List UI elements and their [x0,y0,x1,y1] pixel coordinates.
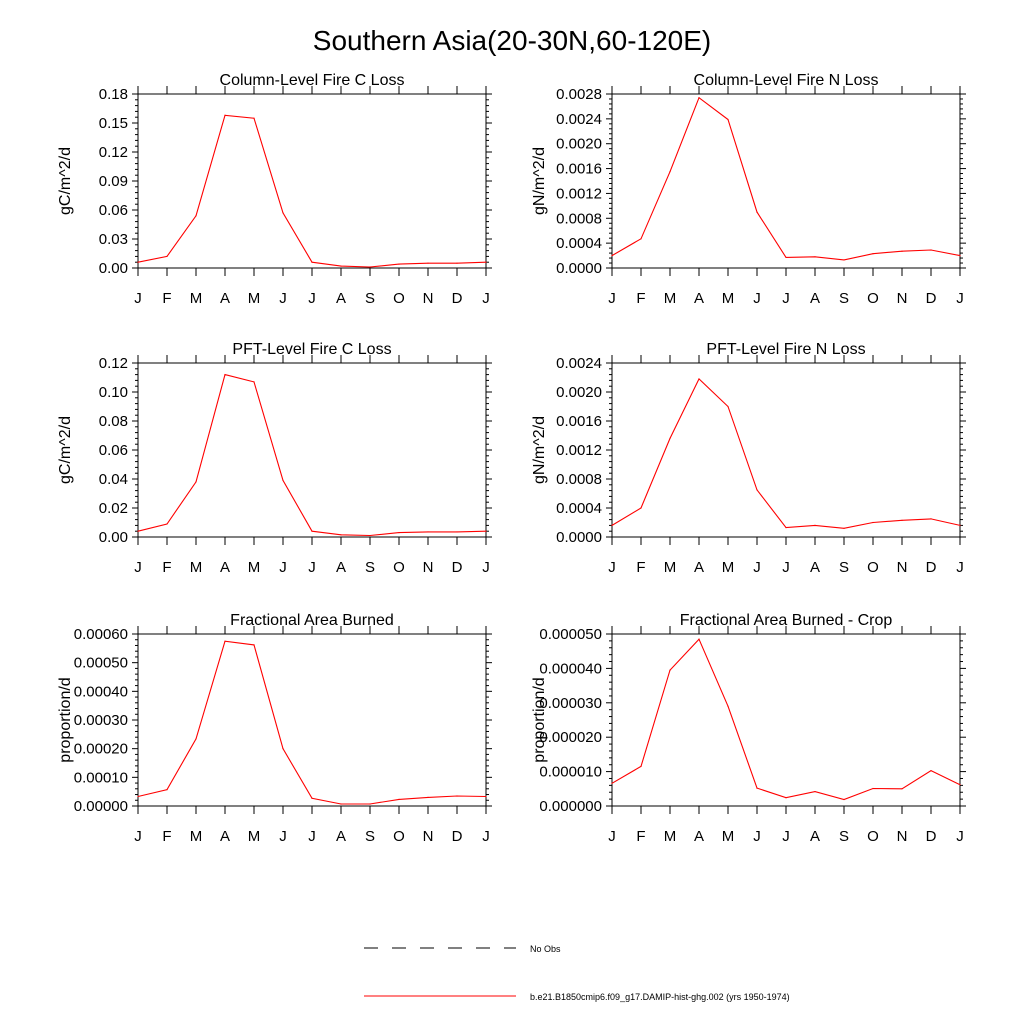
y-tick-label: 0.00020 [73,740,128,758]
x-tick-label: M [247,559,261,576]
x-tick-label: J [956,828,964,845]
y-tick-label: 0.00000 [73,798,128,815]
plot-frame [138,634,486,806]
x-tick-label: N [896,290,908,307]
x-tick-label: J [279,559,287,576]
panel-1 [57,72,492,307]
data-point [485,262,486,263]
data-point [611,783,612,784]
series-line [138,641,486,804]
data-point [843,799,844,800]
x-tick-label: S [838,559,850,576]
x-tick-label: N [896,559,908,576]
data-point [195,215,196,216]
data-point [727,119,728,120]
panel-title: PFT-Level Fire N Loss [706,341,866,358]
y-tick-label: 0.0012 [556,185,602,203]
data-point [456,531,457,532]
data-point [166,256,167,257]
y-tick-label: 0.0016 [556,160,602,178]
data-point [756,788,757,789]
data-point [872,522,873,523]
x-tick-label: J [956,290,964,307]
y-tick-label: 0.06 [98,442,128,459]
x-tick-label: M [721,828,735,845]
y-tick-label: 0.00040 [73,683,128,701]
x-tick-label: J [956,559,964,576]
x-tick-label: J [482,290,490,307]
y-tick-label: 0.04 [98,471,128,488]
legend [364,944,790,1002]
data-point [398,264,399,265]
y-tick-label: 0.00 [98,260,128,277]
x-tick-label: S [364,559,376,576]
data-point [785,527,786,528]
x-tick-label: J [782,290,790,307]
x-tick-label: A [693,290,705,307]
y-tick-label: 0.0008 [556,210,602,228]
x-tick-label: J [308,828,316,845]
x-tick-label: D [451,828,463,845]
x-tick-label: M [189,290,203,307]
data-point [485,796,486,797]
data-point [959,525,960,526]
x-tick-label: M [189,828,203,845]
y-tick-label: 0.15 [98,115,128,132]
data-point [253,381,254,382]
x-tick-label: J [753,559,761,576]
y-tick-label: 0.000010 [539,763,602,781]
data-point [727,706,728,707]
y-tick-label: 0.000020 [539,729,602,747]
y-axis-label: proportion/d [531,677,548,763]
data-point [698,639,699,640]
x-tick-label: A [693,559,705,576]
panel-5 [57,612,492,845]
data-point [611,525,612,526]
y-tick-label: 0.09 [98,173,128,190]
data-point [930,249,931,250]
data-point [485,531,486,532]
data-point [698,97,699,98]
x-tick-label: J [279,290,287,307]
data-point [166,523,167,524]
x-tick-label: F [636,290,646,307]
y-tick-label: 0.0020 [556,135,602,153]
x-tick-label: A [335,828,347,845]
x-tick-label: F [162,559,172,576]
data-point [137,531,138,532]
x-tick-label: J [608,828,616,845]
data-point [814,256,815,257]
x-tick-label: N [896,828,908,845]
data-point [224,115,225,116]
x-tick-label: A [809,828,821,845]
data-point [930,770,931,771]
data-point [756,211,757,212]
y-tick-label: 0.02 [98,500,128,517]
data-point [640,507,641,508]
x-tick-label: M [663,290,677,307]
series-line [612,639,960,799]
y-tick-label: 0.0000 [556,529,602,546]
data-point [369,266,370,267]
data-point [369,535,370,536]
data-point [959,255,960,256]
data-point [398,532,399,533]
y-tick-label: 0.00060 [73,626,128,643]
data-point [901,788,902,789]
y-tick-label: 0.0004 [556,500,602,517]
y-tick-label: 0.0024 [556,355,602,372]
data-point [456,795,457,796]
data-point [456,263,457,264]
x-tick-label: J [482,559,490,576]
y-tick-label: 0.08 [98,413,128,430]
x-tick-label: F [636,828,646,845]
x-tick-label: S [364,290,376,307]
x-tick-label: S [364,828,376,845]
plot-frame [612,363,960,537]
panel-title: PFT-Level Fire C Loss [232,341,392,358]
y-tick-label: 0.0004 [556,235,602,253]
data-point [427,797,428,798]
x-tick-label: O [867,290,879,307]
data-point [137,262,138,263]
x-tick-label: J [134,559,142,576]
y-tick-label: 0.000050 [539,626,602,643]
data-point [224,374,225,375]
data-point [872,788,873,789]
y-axis-label: gC/m^2/d [57,147,74,215]
x-tick-label: J [134,828,142,845]
x-tick-label: N [422,828,434,845]
y-axis-label: gN/m^2/d [531,147,548,215]
y-tick-label: 0.0024 [556,110,602,128]
y-tick-label: 0.0020 [556,384,602,401]
data-point [930,518,931,519]
y-tick-label: 0.00030 [73,712,128,729]
data-point [785,797,786,798]
x-tick-label: O [867,559,879,576]
y-tick-label: 0.000000 [539,798,602,815]
x-tick-label: F [162,290,172,307]
data-point [427,263,428,264]
data-point [427,531,428,532]
panel-6 [531,612,966,845]
x-tick-label: S [838,290,850,307]
legend-model-label: b.e21.B1850cmip6.f09_g17.DAMIP-hist-ghg.002 (yrs 1950-1974) [530,992,790,1002]
data-point [166,789,167,790]
data-point [640,238,641,239]
x-tick-label: F [636,559,646,576]
x-tick-label: M [189,559,203,576]
data-point [340,265,341,266]
data-point [843,528,844,529]
x-tick-label: J [608,290,616,307]
data-point [282,748,283,749]
panel-2 [531,72,966,307]
panel-title: Fractional Area Burned - Crop [679,612,893,629]
data-point [311,262,312,263]
y-tick-label: 0.0000 [556,260,602,277]
x-tick-label: J [608,559,616,576]
data-point [137,796,138,797]
x-tick-label: A [693,828,705,845]
y-tick-label: 0.03 [98,231,128,248]
data-point [282,212,283,213]
data-point [611,255,612,256]
y-tick-label: 0.00 [98,529,128,546]
y-tick-label: 0.0028 [556,86,602,103]
series-line [138,375,486,536]
x-tick-label: D [925,559,937,576]
y-axis-label: gC/m^2/d [57,416,74,484]
y-tick-label: 0.0016 [556,413,602,430]
data-point [785,257,786,258]
legend-obs-label: No Obs [530,944,561,954]
data-point [311,531,312,532]
plot-frame [612,634,960,806]
x-tick-label: A [335,290,347,307]
plot-frame [138,363,486,537]
series-line [138,115,486,267]
x-tick-label: S [838,828,850,845]
x-tick-label: O [867,828,879,845]
data-point [669,670,670,671]
y-axis-label: gN/m^2/d [531,416,548,484]
figure-title: Southern Asia(20-30N,60-120E) [312,25,712,56]
y-tick-label: 0.0008 [556,471,602,488]
series-line [612,98,960,260]
x-tick-label: J [482,828,490,845]
x-tick-label: J [782,828,790,845]
data-point [369,803,370,804]
plot-frame [612,94,960,268]
x-tick-label: A [809,559,821,576]
data-point [340,803,341,804]
data-point [843,259,844,260]
data-point [901,520,902,521]
x-tick-label: M [721,290,735,307]
x-tick-label: A [809,290,821,307]
data-point [195,481,196,482]
x-tick-label: J [308,290,316,307]
data-point [195,738,196,739]
data-point [640,766,641,767]
x-tick-label: M [247,828,261,845]
data-point [340,534,341,535]
x-tick-label: A [219,559,231,576]
y-tick-label: 0.00050 [73,654,128,672]
data-point [253,644,254,645]
x-tick-label: D [925,828,937,845]
x-tick-label: O [393,559,405,576]
x-tick-label: M [663,559,677,576]
x-tick-label: N [422,559,434,576]
x-tick-label: J [308,559,316,576]
x-tick-label: M [247,290,261,307]
panel-title: Column-Level Fire C Loss [219,72,405,89]
y-tick-label: 0.12 [98,144,128,161]
data-point [959,784,960,785]
x-tick-label: J [753,828,761,845]
y-axis-label: proportion/d [57,677,74,763]
x-tick-label: F [162,828,172,845]
y-tick-label: 0.0012 [556,442,602,459]
panel-title: Column-Level Fire N Loss [693,72,879,89]
x-tick-label: J [279,828,287,845]
data-point [669,438,670,439]
x-tick-label: O [393,828,405,845]
panel-title: Fractional Area Burned [230,612,394,629]
data-point [253,118,254,119]
x-tick-label: M [663,828,677,845]
x-tick-label: A [335,559,347,576]
plot-frame [138,94,486,268]
x-tick-label: A [219,828,231,845]
x-tick-label: M [721,559,735,576]
x-tick-label: J [782,559,790,576]
data-point [224,641,225,642]
data-point [814,525,815,526]
y-tick-label: 0.00010 [73,769,128,787]
panels-group [57,72,966,845]
series-line [612,379,960,528]
x-tick-label: D [451,559,463,576]
data-point [756,489,757,490]
x-tick-label: D [925,290,937,307]
y-tick-label: 0.000030 [539,694,602,712]
data-point [901,251,902,252]
data-point [727,406,728,407]
y-tick-label: 0.06 [98,202,128,219]
x-tick-label: O [393,290,405,307]
y-tick-label: 0.000040 [539,660,602,678]
x-tick-label: J [134,290,142,307]
data-point [311,798,312,799]
x-tick-label: J [753,290,761,307]
data-point [398,799,399,800]
data-point [669,171,670,172]
y-tick-label: 0.12 [98,355,128,372]
x-tick-label: A [219,290,231,307]
y-tick-label: 0.10 [98,384,128,401]
data-point [698,378,699,379]
x-tick-label: D [451,290,463,307]
x-tick-label: N [422,290,434,307]
y-tick-label: 0.18 [98,86,128,103]
data-point [282,480,283,481]
panel-3 [57,341,492,576]
panel-4 [531,341,966,576]
data-point [872,253,873,254]
data-point [814,791,815,792]
